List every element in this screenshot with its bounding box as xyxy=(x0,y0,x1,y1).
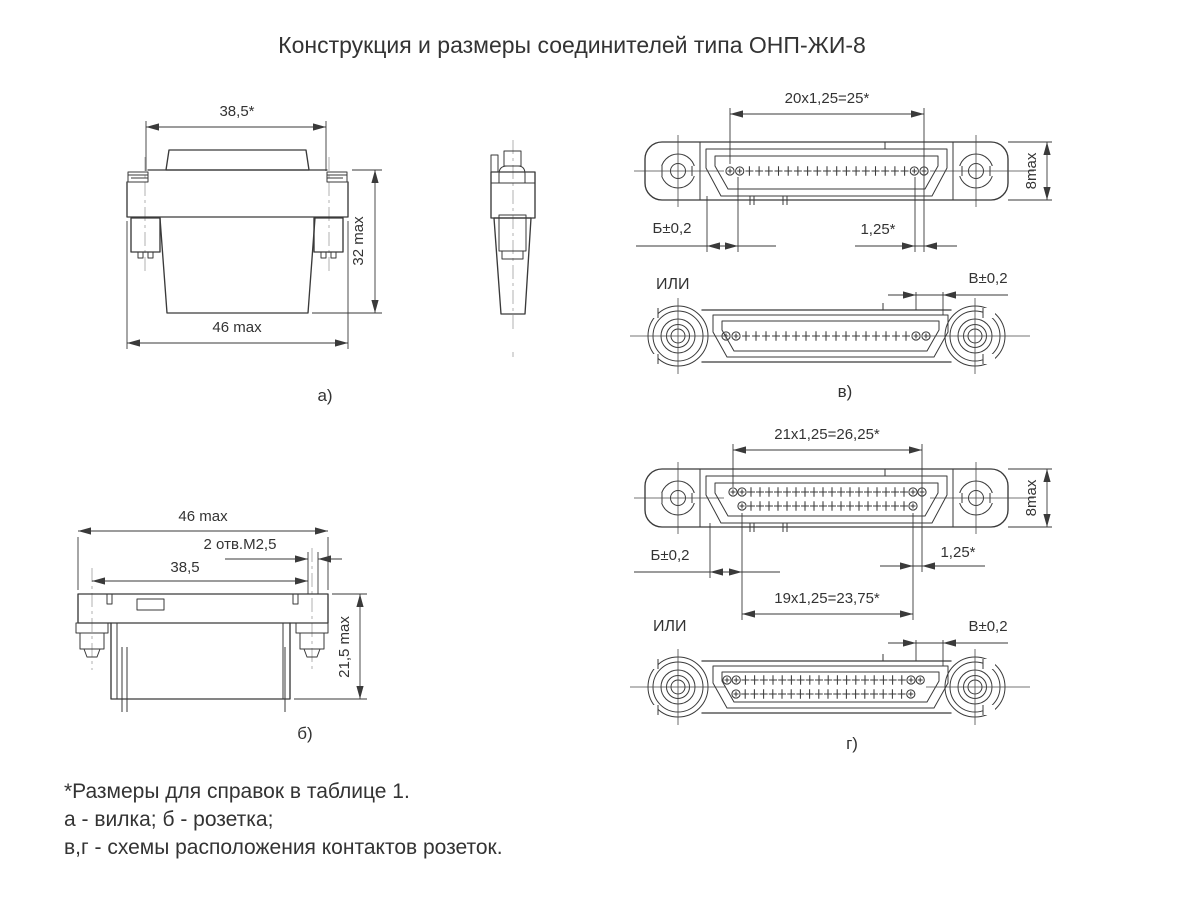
dim-text-v: В±0,2 xyxy=(968,270,1008,287)
view-g-contact-layout xyxy=(630,426,1052,753)
view-v-variant-1 xyxy=(634,90,1052,252)
note-line-2: а - вилка; б - розетка; xyxy=(64,808,274,831)
dim-text-holes: 2 отв.М2,5 xyxy=(203,536,277,553)
dim-text-row: 20x1,25=25* xyxy=(784,90,870,107)
view-v-variant-2 xyxy=(630,270,1030,374)
contact-row xyxy=(722,331,930,340)
view-label-a: а) xyxy=(317,386,333,405)
or-label: ИЛИ xyxy=(656,276,690,293)
notes xyxy=(64,780,503,859)
dim-text-width-max: 46 max xyxy=(212,319,262,336)
view-a-plug-front xyxy=(127,103,382,405)
view-g-variant-2 xyxy=(630,618,1030,725)
dim-text-b: Б±0,2 xyxy=(650,547,690,564)
dim-text-height: 21,5 max xyxy=(336,616,353,678)
contact-row-top xyxy=(723,675,924,684)
view-v-contact-layout xyxy=(630,90,1052,401)
note-line-1: *Размеры для справок в таблице 1. xyxy=(64,780,410,803)
view-label-g: г) xyxy=(846,734,858,753)
dim-text-pitch: 1,25* xyxy=(940,544,976,561)
view-label-v: в) xyxy=(837,382,853,401)
contact-row-top xyxy=(729,487,926,496)
contact-row xyxy=(726,166,928,175)
view-label-b: б) xyxy=(297,724,313,743)
note-line-3: в,г - схемы расположения контактов розеток. xyxy=(64,836,503,859)
dim-text-height: 32 max xyxy=(350,216,367,266)
dim-text-row-top: 21x1,25=26,25* xyxy=(774,426,880,443)
dim-text-pitch: 1,25* xyxy=(860,221,896,238)
or-label: ИЛИ xyxy=(653,618,687,635)
dim-text-width-max: 46 max xyxy=(178,508,228,525)
dim-text-width-ref: 38,5* xyxy=(219,103,255,120)
dim-text-width-ref: 38,5 xyxy=(170,559,200,576)
view-side-profile xyxy=(491,140,535,357)
contact-row-bottom xyxy=(738,501,917,510)
dim-text-b: Б±0,2 xyxy=(652,220,692,237)
dim-text-v: В±0,2 xyxy=(968,618,1008,635)
view-g-variant-1 xyxy=(634,426,1052,620)
contact-row-bottom xyxy=(732,689,915,698)
dim-text-height: 8max xyxy=(1023,152,1040,190)
dim-text-height: 8max xyxy=(1023,479,1040,517)
view-b-socket-side xyxy=(76,508,367,743)
page-title: Конструкция и размеры соединителей типа ОНП-ЖИ-8 xyxy=(278,32,866,58)
dim-text-row-bottom: 19x1,25=23,75* xyxy=(774,590,880,607)
